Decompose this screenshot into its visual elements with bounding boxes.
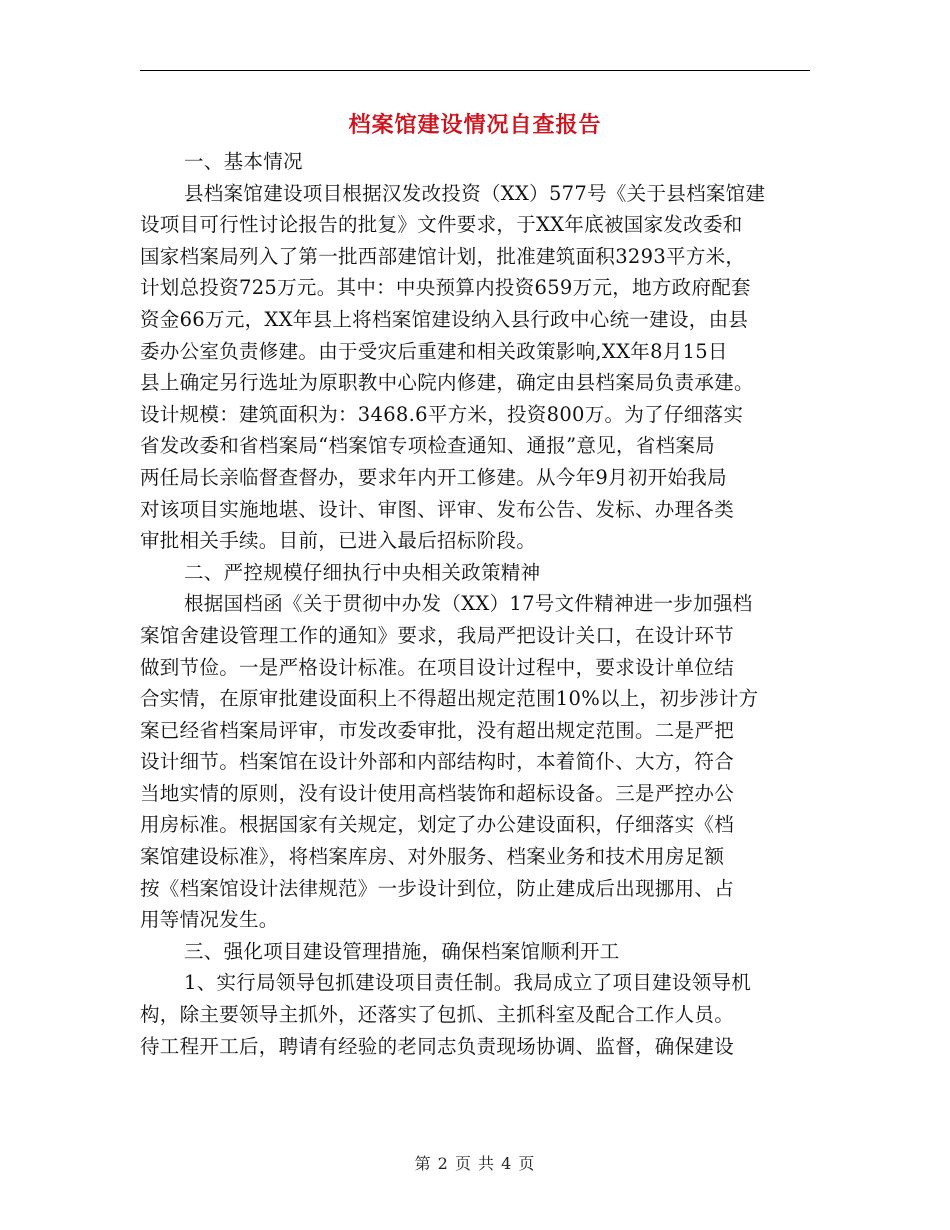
page-footer: 第 2 页 共 4 页: [414, 1154, 536, 1173]
body-line: 用等情况发生。: [140, 908, 279, 932]
body-line: 设项目可行性讨论报告的批复》文件要求，于XX年底被国家发改委和: [140, 213, 743, 237]
body-line: 县档案馆建设项目根据汉发改投资（XX）577号《关于县档案馆建: [184, 181, 766, 205]
body-line: 对该项目实施地堪、设计、审图、评审、发布公告、发标、办理各类: [140, 497, 735, 521]
body-line: 两任局长亲临督查督办，要求年内开工修建。从今年9月初开始我局: [140, 465, 727, 489]
header-rule: [140, 70, 810, 71]
body-line: 做到节俭。一是严格设计标准。在项目设计过程中，要求设计单位结: [140, 655, 735, 679]
body-line: 1、实行局领导包抓建设项目责任制。我局成立了项目建设领导机: [184, 971, 752, 995]
body-line: 当地实情的原则，没有设计使用高档装饰和超标设备。三是严控办公: [140, 781, 735, 805]
body-line: 用房标准。根据国家有关规定，划定了办公建设面积，仔细落实《档: [140, 813, 735, 837]
body-line: 审批相关手续。目前，已进入最后招标阶段。: [140, 529, 537, 553]
body-line: 二、严控规模仔细执行中央相关政策精神: [184, 560, 541, 584]
body-line: 案馆舍建设管理工作的通知》要求，我局严把设计关口，在设计环节: [140, 623, 735, 647]
body-line: 设计细节。档案馆在设计外部和内部结构时，本着简仆、大方，符合: [140, 750, 735, 774]
body-line: 国家档案局列入了第一批西部建馆计划，批准建筑面积3293平方米，: [140, 244, 746, 268]
body-line: 计划总投资725万元。其中：中央预算内投资659万元，地方政府配套: [140, 276, 751, 300]
body-line: 资金66万元，XX年县上将档案馆建设纳入县行政中心统一建设，由县: [140, 307, 749, 331]
body-line: 待工程开工后，聘请有经验的老同志负责现场协调、监督，确保建设: [140, 1034, 735, 1058]
body-line: 根据国档函《关于贯彻中办发（XX）17号文件精神进一步加强档: [184, 592, 753, 616]
body-line: 县上确定另行选址为原职教中心院内修建，确定由县档案局负责承建。: [140, 371, 754, 395]
body-line: 构，除主要领导主抓外，还落实了包抓、主抓科室及配合工作人员。: [140, 1003, 735, 1027]
document-title: 档案馆建设情况自查报告: [348, 112, 602, 138]
body-line: 省发改委和省档案局“档案馆专项检查通知、通报”意见，省档案局: [140, 434, 715, 458]
body-line: 案馆建设标准》，将档案库房、对外服务、档案业务和技术用房足额: [140, 845, 725, 869]
body-line: 三、强化项目建设管理措施，确保档案馆顺利开工: [184, 939, 620, 963]
body-line: 一、基本情况: [184, 150, 303, 173]
body-line: 按《档案馆设计法律规范》一步设计到位，防止建成后出现挪用、占: [140, 876, 735, 900]
body-line: 委办公室负责修建。由于受灾后重建和相关政策影响,XX年8月15日: [140, 339, 728, 363]
body-line: 案已经省档案局评审，市发改委审批，没有超出规定范围。二是严把: [140, 718, 735, 742]
body-line: 设计规模：建筑面积为：3468.6平方米，投资800万。为了仔细落实: [140, 402, 744, 426]
document-body: [140, 146, 810, 1062]
body-line: 合实情，在原审批建设面积上不得超出规定范围10%以上，初步涉计方: [140, 687, 759, 711]
